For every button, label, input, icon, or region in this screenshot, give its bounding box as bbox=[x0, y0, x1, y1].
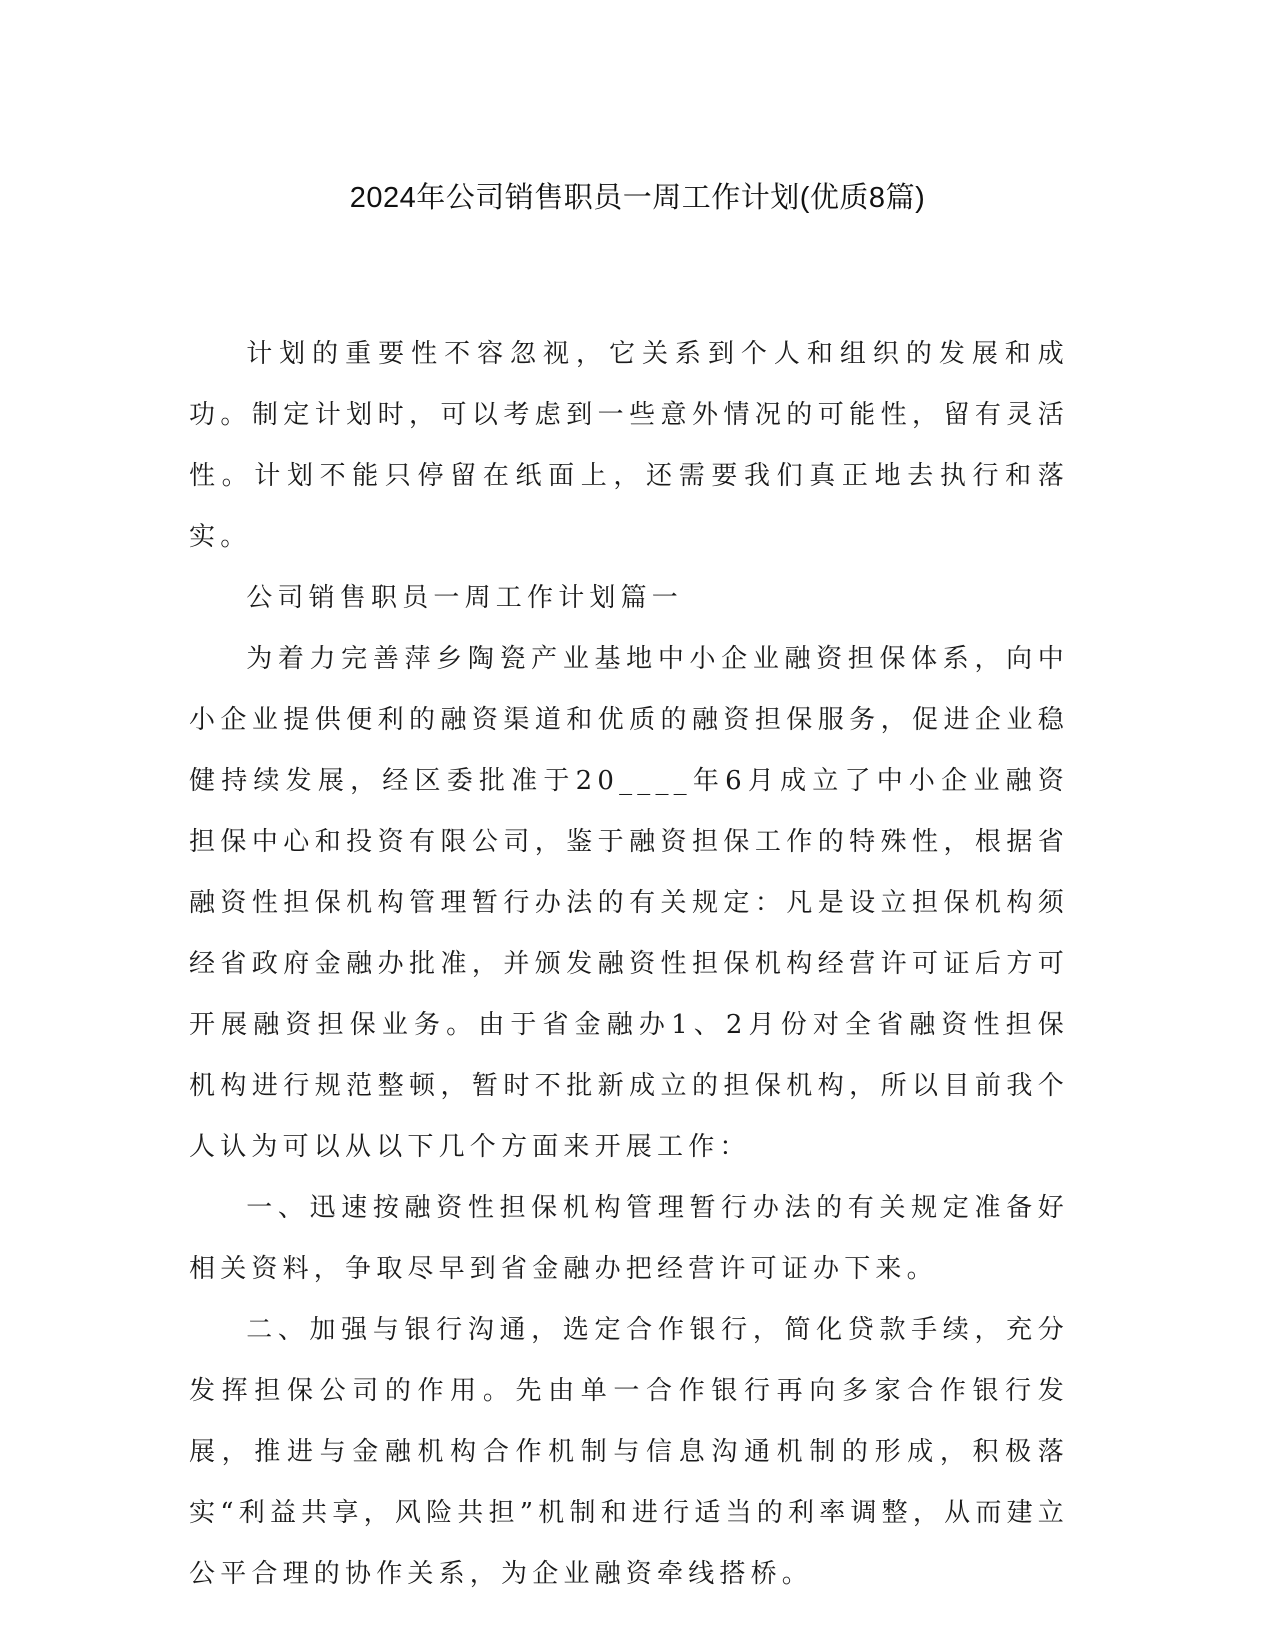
intro-paragraph: 计划的重要性不容忽视，它关系到个人和组织的发展和成功。制定计划时，可以考虑到一些意外情况的可能性，留有灵活性。计划不能只停留在纸面上，还需要我们真正地去执行和落实。 bbox=[189, 339, 1069, 552]
section-heading: 公司销售职员一周工作计划篇一 bbox=[246, 583, 683, 613]
body-paragraph: 为着力完善萍乡陶瓷产业基地中小企业融资担保体系，向中小企业提供便利的融资渠道和优质的融资担保服务，促进企业稳健持续发展，经区委批准于20____年6月成立了中小企业融资担保中心和投资有限公司，鉴于融资担保工作的特殊性，根据省融资性担保机构管理暂行办法的有关规定：凡是设立担保机构须经省政府金融办批准，并颁发融资性担保机构经营许可证后方可开展融资担保业务。由于省金融办1、2月份对全省融资性担保机构进行规范整顿，暂时不批新成立的担保机构，所以目前我个人认为可以从以下几个方面来开展工作： bbox=[189, 644, 1069, 1162]
body-paragraph: 一、迅速按融资性担保机构管理暂行办法的有关规定准备好相关资料，争取尽早到省金融办把经营许可证办下来。 bbox=[189, 1193, 1069, 1284]
body-paragraph: 二、加强与银行沟通，选定合作银行，简化贷款手续，充分发挥担保公司的作用。先由单一合作银行再向多家合作银行发展，推进与金融机构合作机制与信息沟通机制的形成，积极落实“利益共享，风险共担”机制和进行适当的利率调整，从而建立公平合理的协作关系，为企业融资牵线搭桥。 bbox=[189, 1315, 1069, 1589]
document-body bbox=[189, 324, 1069, 1605]
document-title: 2024年公司销售职员一周工作计划(优质8篇) bbox=[349, 182, 926, 214]
